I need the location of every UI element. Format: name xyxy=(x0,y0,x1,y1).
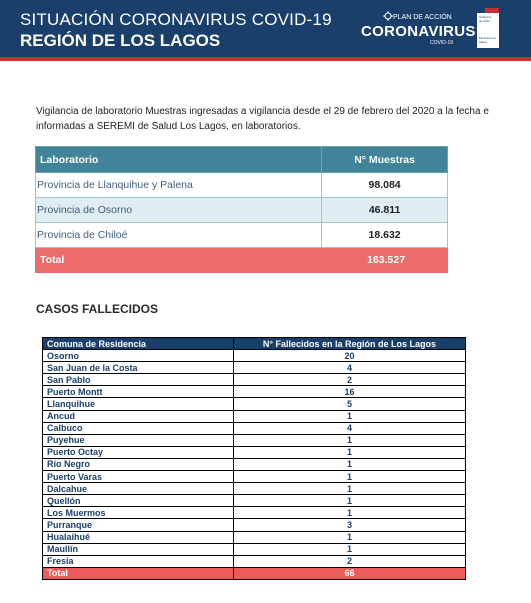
lab-header-laboratorio: Laboratorio xyxy=(36,147,322,173)
comuna-name: Puerto Octay xyxy=(43,446,234,458)
table-row xyxy=(36,198,448,223)
comuna-name: Puyehue xyxy=(43,434,234,446)
fallecidos-count: 1 xyxy=(234,531,466,543)
lab-name: Provincia de Osorno xyxy=(36,198,322,223)
fallecidos-count: 2 xyxy=(234,555,466,567)
table-row xyxy=(43,495,466,507)
comuna-name: Osorno xyxy=(43,350,234,362)
brand-sub: COVID-19 xyxy=(430,40,454,46)
header-title-line2: REGIÓN DE LOS LAGOS xyxy=(20,31,221,50)
fallecidos-count: 1 xyxy=(234,458,466,470)
header-banner xyxy=(0,0,531,57)
table-row xyxy=(43,543,466,555)
fallecidos-count: 1 xyxy=(234,543,466,555)
table-row xyxy=(43,386,466,398)
table-row xyxy=(36,173,448,198)
comuna-name: Ancud xyxy=(43,410,234,422)
table-row xyxy=(43,483,466,495)
comuna-name: Llanquihue xyxy=(43,398,234,410)
table-row xyxy=(43,519,466,531)
lab-total-label: Total xyxy=(36,248,322,273)
table-row xyxy=(43,507,466,519)
table-row xyxy=(43,350,466,362)
comuna-name: Puerto Varas xyxy=(43,471,234,483)
table-row xyxy=(43,422,466,434)
government-logo: Gobierno de Chile Ministerio de Salud xyxy=(477,8,499,48)
table-row xyxy=(43,555,466,567)
brand-logo-text: CORONAVIRUS xyxy=(361,23,476,40)
fallecidos-count: 1 xyxy=(234,446,466,458)
comuna-name: Los Muermos xyxy=(43,507,234,519)
fallecidos-count: 1 xyxy=(234,434,466,446)
comuna-name: Dalcahue xyxy=(43,483,234,495)
deaths-header-comuna: Comuna de Residencia xyxy=(43,338,234,350)
fallecidos-count: 1 xyxy=(234,410,466,422)
table-row xyxy=(43,410,466,422)
deaths-total-label: Total xyxy=(43,567,234,579)
table-row xyxy=(43,446,466,458)
table-row xyxy=(36,223,448,248)
comuna-name: Puerto Montt xyxy=(43,386,234,398)
comuna-name: Fresia xyxy=(43,555,234,567)
table-row xyxy=(43,471,466,483)
comuna-name: San Juan de la Costa xyxy=(43,362,234,374)
deaths-table xyxy=(42,337,466,580)
fallecidos-count: 2 xyxy=(234,374,466,386)
comuna-name: Hualaihué xyxy=(43,531,234,543)
fallecidos-count: 4 xyxy=(234,422,466,434)
comuna-name: Maullín xyxy=(43,543,234,555)
lab-value: 46.811 xyxy=(322,198,448,223)
lab-value: 98.084 xyxy=(322,173,448,198)
comuna-name: Purranque xyxy=(43,519,234,531)
header-title-line1: SITUACIÓN CORONAVIRUS COVID-19 xyxy=(20,10,332,29)
deaths-total-value: 66 xyxy=(234,567,466,579)
virus-icon xyxy=(383,11,393,21)
table-total-row xyxy=(36,248,448,273)
comuna-name: Quellón xyxy=(43,495,234,507)
fallecidos-count: 4 xyxy=(234,362,466,374)
fallecidos-count: 1 xyxy=(234,483,466,495)
header-stripe xyxy=(0,57,531,61)
table-row xyxy=(43,362,466,374)
fallecidos-count: 1 xyxy=(234,495,466,507)
fallecidos-count: 1 xyxy=(234,471,466,483)
comuna-name: Calbuco xyxy=(43,422,234,434)
laboratory-table xyxy=(35,146,448,273)
comuna-name: Río Negro xyxy=(43,458,234,470)
plan-label: PLAN DE ACCIÓN xyxy=(393,14,452,21)
table-row xyxy=(43,458,466,470)
fallecidos-count: 3 xyxy=(234,519,466,531)
lab-name: Provincia de Chiloé xyxy=(36,223,322,248)
lab-total-value: 163.527 xyxy=(322,248,448,273)
deaths-table-body xyxy=(43,350,466,580)
lab-header-muestras: N° Muestras xyxy=(322,147,448,173)
intro-paragraph: Vigilancia de laboratorio Muestras ingresadas a vigilancia desde el 29 de febrero del 2020 a la fecha e informadas a SEREMI de Salud Los Lagos, en laboratorios. xyxy=(36,106,489,132)
fallecidos-count: 16 xyxy=(234,386,466,398)
deaths-header-fallecidos: N° Fallecidos en la Región de Los Lagos xyxy=(234,338,466,350)
table-total-row xyxy=(43,567,466,579)
lab-name: Provincia de Llanquihue y Palena xyxy=(36,173,322,198)
section-title-fallecidos: CASOS FALLECIDOS xyxy=(36,302,159,316)
table-row xyxy=(43,374,466,386)
table-row xyxy=(43,531,466,543)
comuna-name: San Pablo xyxy=(43,374,234,386)
table-row xyxy=(43,398,466,410)
lab-value: 18.632 xyxy=(322,223,448,248)
fallecidos-count: 20 xyxy=(234,350,466,362)
table-row xyxy=(43,434,466,446)
fallecidos-count: 5 xyxy=(234,398,466,410)
fallecidos-count: 1 xyxy=(234,507,466,519)
